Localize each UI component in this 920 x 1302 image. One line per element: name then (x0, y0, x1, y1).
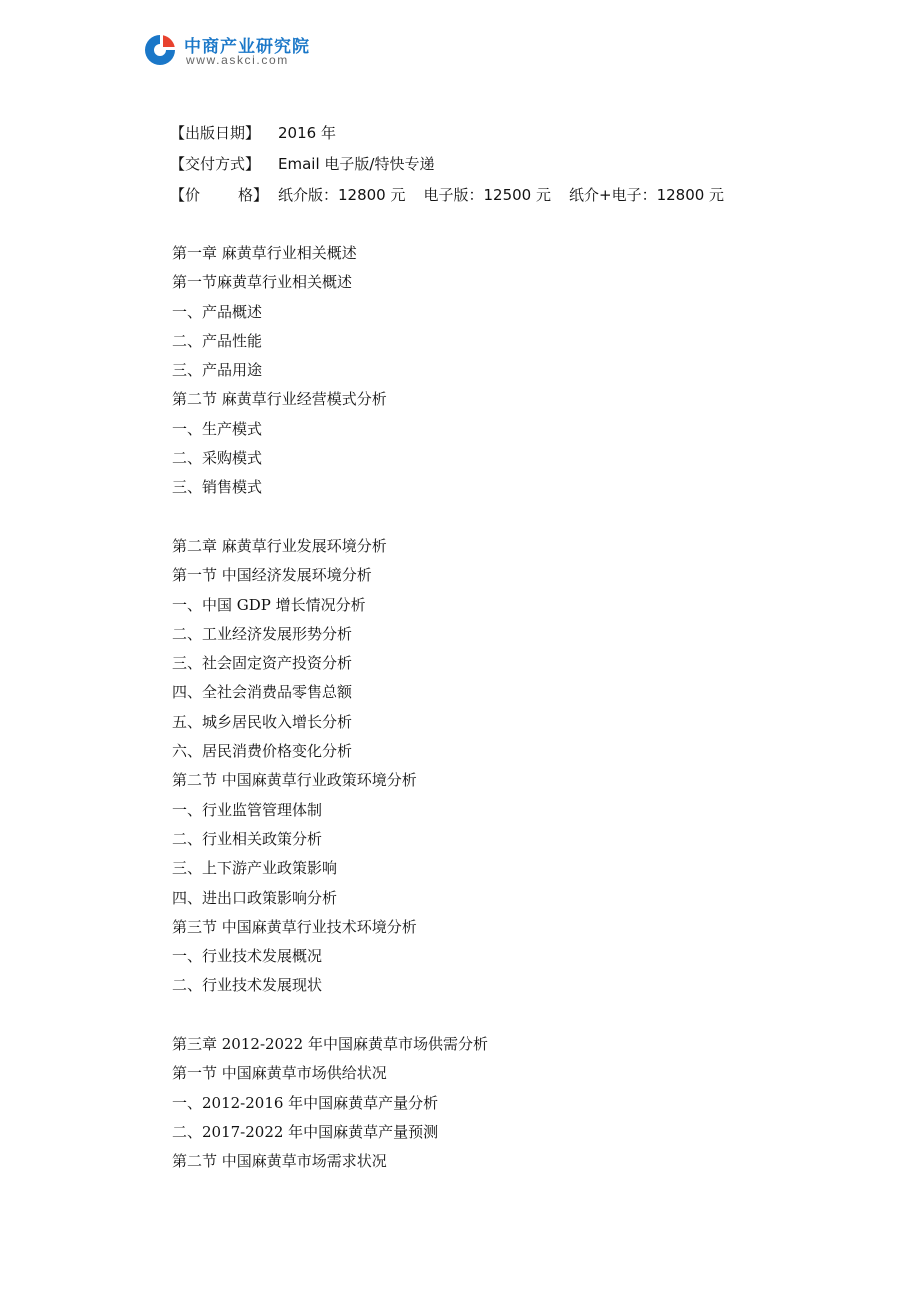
price-electronic: 电子版：12500 元 (423, 186, 551, 204)
toc-line: 五、城乡居民收入增长分析 (172, 712, 353, 731)
brand-url: www.askci.com (186, 53, 289, 67)
delivery-label: 【交付方式】 (170, 155, 261, 173)
price-label (170, 180, 278, 211)
toc-line: 二、采购模式 (172, 449, 263, 468)
toc-line: 第一节 中国麻黄草市场供给状况 (172, 1064, 387, 1083)
price-row (170, 180, 870, 211)
toc-line: 第二节 麻黄草行业经营模式分析 (172, 390, 387, 409)
publish-date-value: 2016 年 (278, 124, 336, 142)
toc-line: 第三节 中国麻黄草行业技术环境分析 (172, 917, 417, 936)
delivery-value: Email 电子版/特快专递 (278, 155, 435, 173)
toc-line: 六、居民消费价格变化分析 (172, 742, 353, 761)
toc-line: 第三章 2012-2022 年中国麻黄草市场供需分析 (172, 1035, 488, 1054)
toc-line: 四、进出口政策影响分析 (172, 888, 338, 907)
toc-line: 第二节 中国麻黄草市场需求状况 (172, 1152, 387, 1171)
price-label-close: 格】 (237, 186, 268, 204)
toc-line: 三、销售模式 (172, 478, 263, 497)
toc-line: 三、社会固定资产投资分析 (172, 654, 353, 673)
brand-name: 中商产业研究院 (184, 37, 310, 57)
toc-line: 四、全社会消费品零售总额 (172, 683, 353, 702)
toc-line: 一、中国 GDP 增长情况分析 (172, 595, 366, 614)
publish-date-row (170, 118, 870, 149)
toc-line: 第一章 麻黄草行业相关概述 (172, 244, 357, 262)
askci-logo-icon (142, 32, 178, 68)
toc-line: 第二章 麻黄草行业发展环境分析 (172, 536, 387, 555)
toc-line: 二、2017-2022 年中国麻黄草产量预测 (172, 1122, 439, 1141)
toc-line (172, 503, 822, 532)
toc-line: 一、2012-2016 年中国麻黄草产量分析 (172, 1093, 439, 1112)
table-of-contents (172, 239, 822, 1177)
price-label-open: 【价 (170, 186, 201, 204)
toc-line: 一、产品概述 (172, 302, 263, 321)
toc-line: 二、行业相关政策分析 (172, 829, 323, 848)
toc-line: 二、工业经济发展形势分析 (172, 624, 353, 643)
publish-date-label: 【出版日期】 (170, 124, 261, 142)
page-header (142, 30, 402, 70)
toc-line: 第一节 中国经济发展环境分析 (172, 566, 372, 585)
toc-line: 一、生产模式 (172, 419, 263, 438)
toc-line: 三、产品用途 (172, 361, 263, 380)
toc-line: 三、上下游产业政策影响 (172, 859, 338, 878)
report-meta (170, 118, 870, 211)
toc-line: 一、行业监管管理体制 (172, 800, 323, 819)
toc-line (172, 1001, 822, 1030)
toc-line: 第二节 中国麻黄草行业政策环境分析 (172, 771, 417, 790)
toc-line: 一、行业技术发展概况 (172, 947, 323, 966)
toc-line: 第一节麻黄草行业相关概述 (172, 273, 353, 292)
price-combo: 纸介+电子：12800 元 (569, 186, 725, 204)
delivery-row (170, 149, 870, 180)
price-paper: 纸介版：12800 元 (278, 186, 406, 204)
toc-line: 二、产品性能 (172, 331, 263, 350)
toc-line: 二、行业技术发展现状 (172, 976, 323, 995)
